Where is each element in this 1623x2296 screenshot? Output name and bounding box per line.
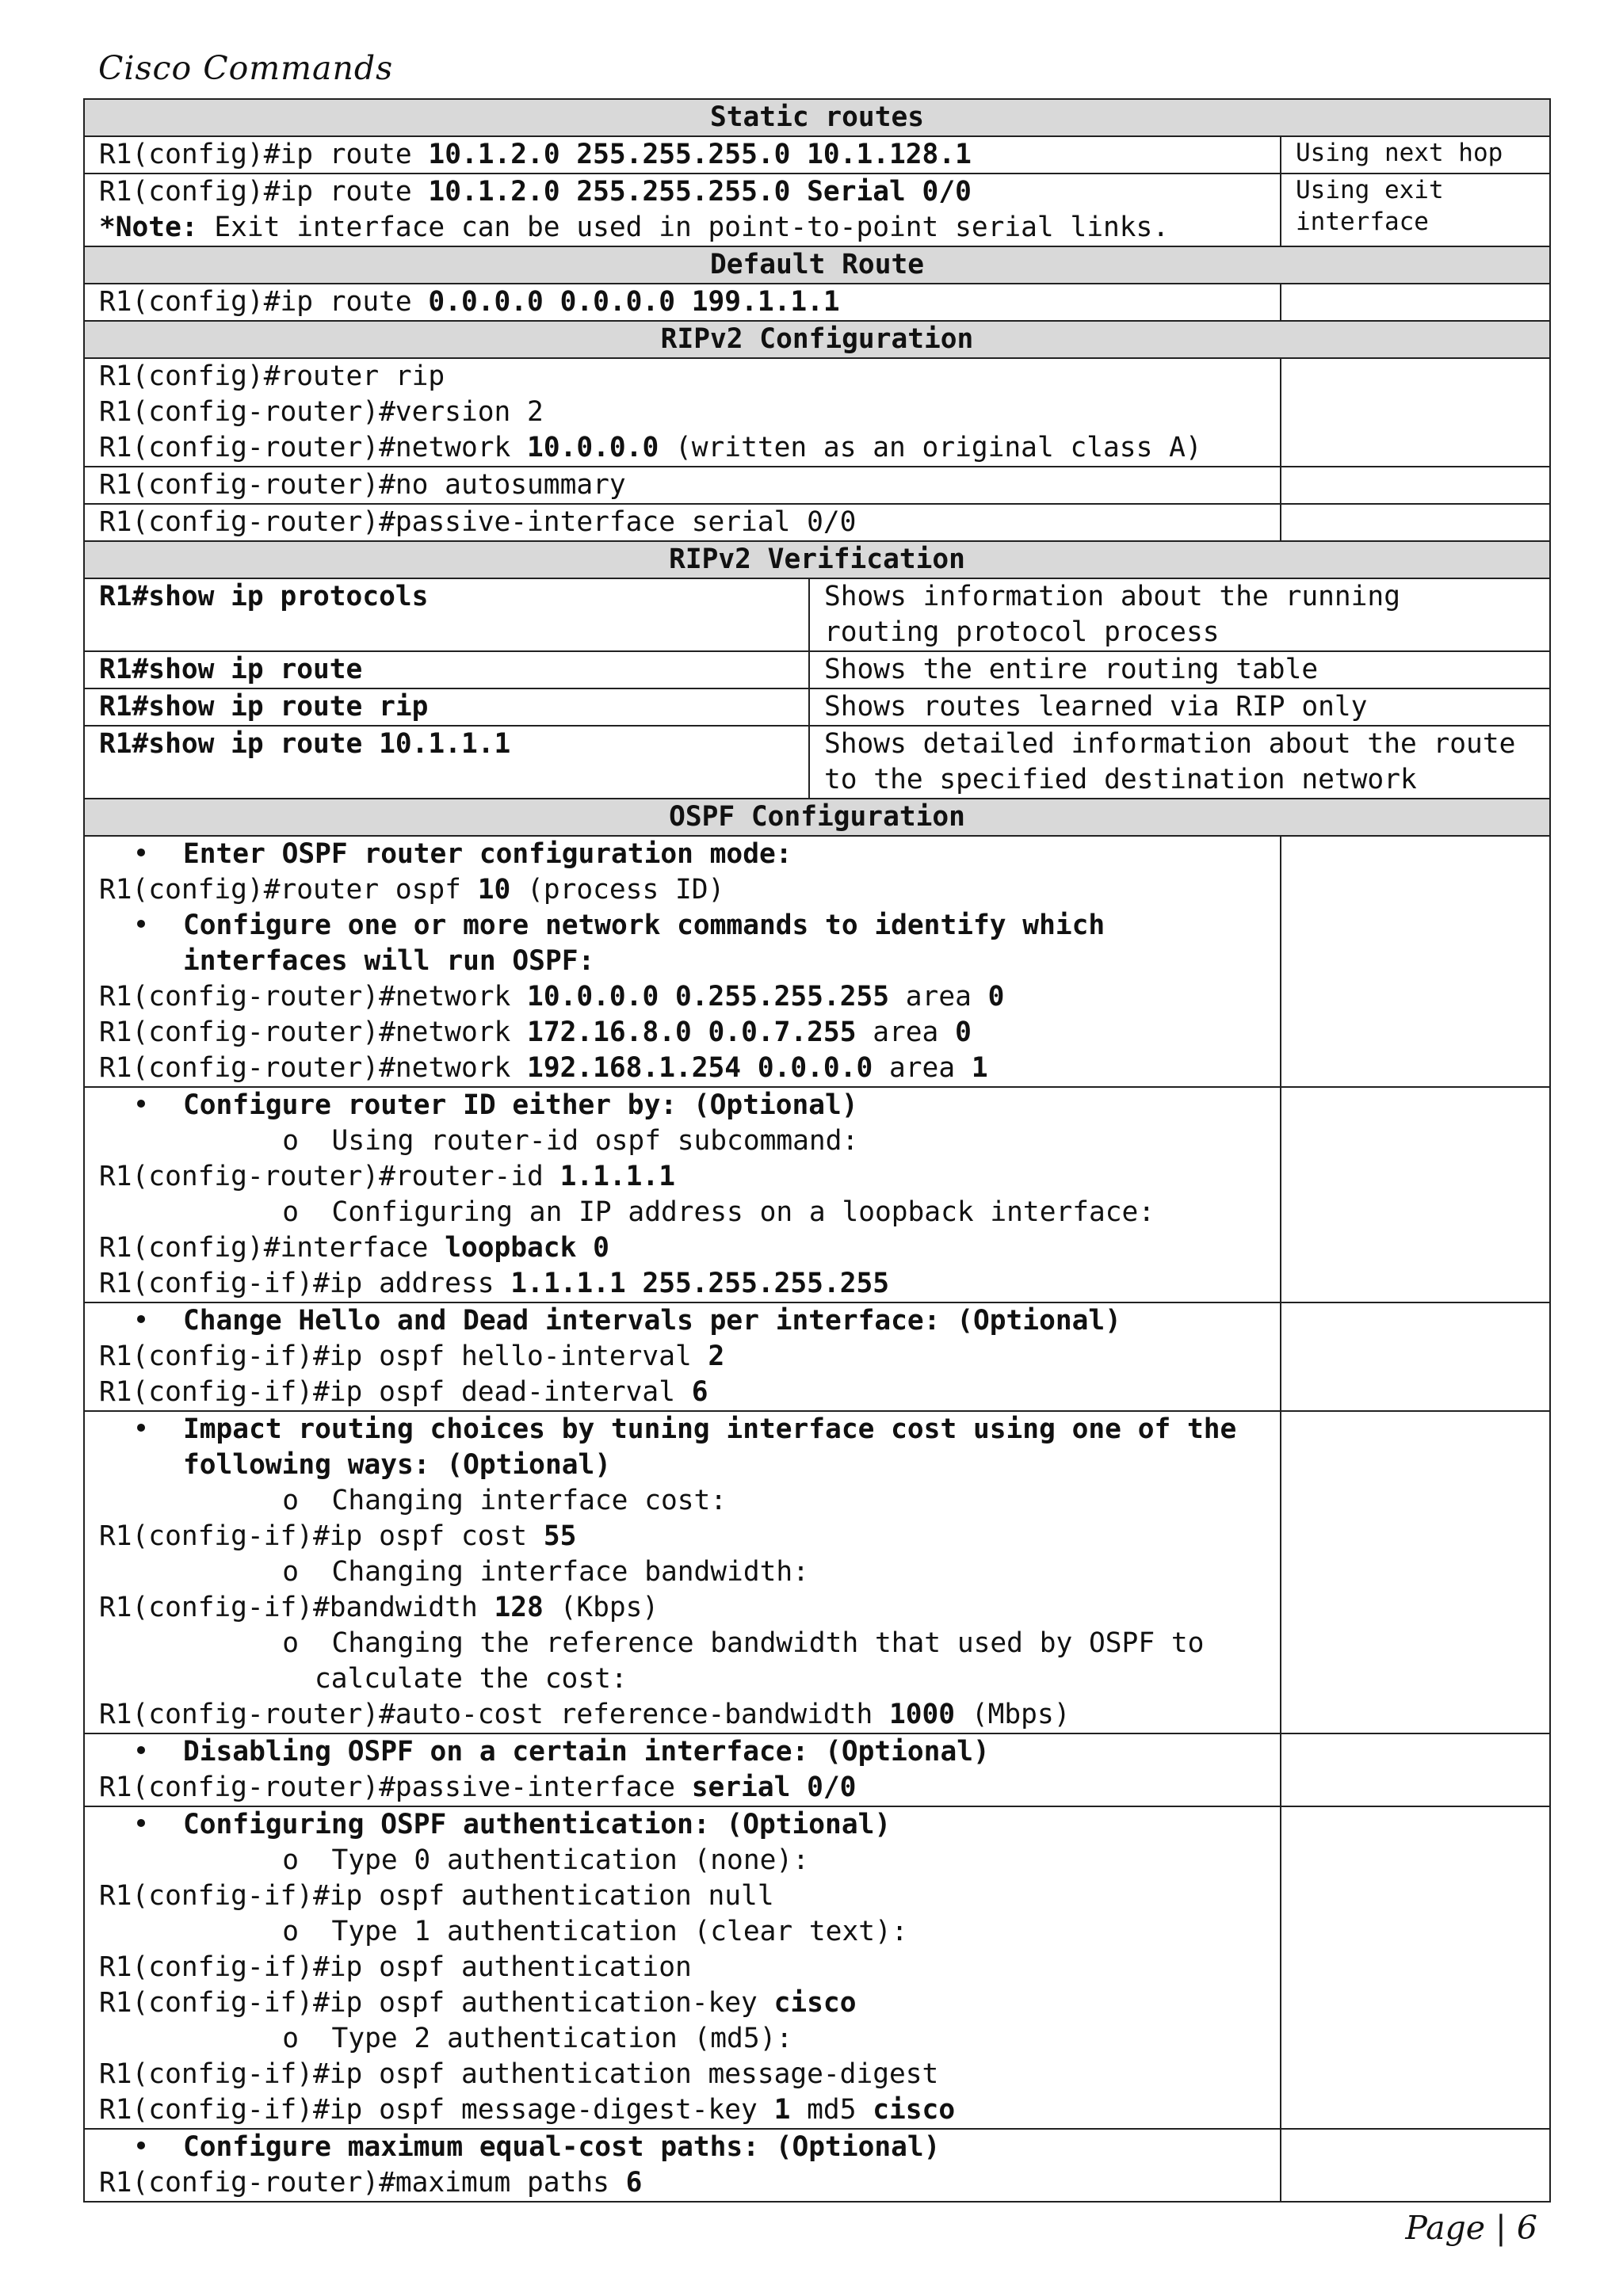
section-header-rip-verification [84, 541, 1550, 578]
section-header-default [84, 246, 1550, 284]
command-cell: R1(config)#ip route 0.0.0.0 0.0.0.0 199.1.1.1 [84, 284, 1281, 321]
table-row [84, 1411, 1550, 1733]
table-row [84, 578, 1550, 651]
page-title: Cisco Commands [98, 49, 394, 87]
command-cell: R1(config)#router rip R1(config-router)#version 2 R1(config-router)#network 10.0.0.0 (written as an original class A) [84, 358, 1281, 467]
empty-cell [1281, 1733, 1550, 1806]
command-cell: R1(config-router)#no autosummary [84, 467, 1281, 504]
empty-cell [1281, 504, 1550, 541]
command-cell: • Change Hello and Dead intervals per interface: (Optional) R1(config-if)#ip ospf hello-interval 2 R1(config-if)#ip ospf dead-interval 6 [84, 1302, 1281, 1411]
table-row [84, 2129, 1550, 2202]
bullet-icon: • [132, 1809, 150, 1840]
command-cell: R1(config)#ip route 10.1.2.0 255.255.255.0 10.1.128.1 [84, 136, 1281, 174]
command-cell: • Configuring OSPF authentication: (Optional) o Type 0 authentication (none): R1(config-if)#ip ospf authentication null o Type 1 authentication (clear text): R1(config-if)#ip ospf authentication R1(config-if)#ip ospf authentication-key cisco o Type 2 authentication (md5): R1(config-if)#ip ospf authentication message-digest R1(config-if)#ip ospf message-digest-key 1 md5 cisco [84, 1806, 1281, 2129]
table-row [84, 1806, 1550, 2129]
sub-bullet-icon: o [282, 1196, 299, 1228]
section-header-rip-config [84, 321, 1550, 358]
command-cell: R1(config-router)#passive-interface serial 0/0 [84, 504, 1281, 541]
bullet-icon: • [132, 838, 150, 870]
table-row [84, 836, 1550, 1087]
section-header-ospf-config [84, 799, 1550, 836]
table-row [84, 688, 1550, 726]
command-cell: R1#show ip route [84, 651, 809, 688]
bullet-icon: • [132, 1305, 150, 1337]
command-cell: • Configure router ID either by: (Optional) o Using router-id ospf subcommand: R1(config-router)#router-id 1.1.1.1 o Configuring an IP address on a loopback interface: R1(config)#interface loopback 0 R1(config-if)#ip address 1.1.1.1 255.255.255.255 [84, 1087, 1281, 1302]
bullet-icon: • [132, 2131, 150, 2163]
note-cell: Using next hop [1281, 136, 1550, 174]
table-row [84, 651, 1550, 688]
bullet-icon: • [132, 1089, 150, 1121]
note-cell: Using exit interface [1281, 174, 1550, 246]
sub-bullet-icon: o [282, 1844, 299, 1876]
table-row [84, 1733, 1550, 1806]
empty-cell [1281, 1806, 1550, 2129]
sub-bullet-icon: o [282, 2023, 299, 2054]
bullet-icon: • [132, 1736, 150, 1768]
sub-bullet-icon: o [282, 1556, 299, 1588]
sub-bullet-icon: o [282, 1916, 299, 1947]
description-cell: Shows routes learned via RIP only [809, 688, 1550, 726]
table-row [84, 467, 1550, 504]
command-cell: • Configure maximum equal-cost paths: (Optional) R1(config-router)#maximum paths 6 [84, 2129, 1281, 2202]
sub-bullet-icon: o [282, 1125, 299, 1157]
command-cell: R1#show ip route rip [84, 688, 809, 726]
table-row [84, 358, 1550, 467]
section-title: Static routes [84, 99, 1550, 136]
table-row [84, 504, 1550, 541]
empty-cell [1281, 836, 1550, 1087]
table-row [84, 284, 1550, 321]
section-title: Default Route [84, 246, 1550, 284]
command-cell: R1(config)#ip route 10.1.2.0 255.255.255.0 Serial 0/0 *Note: Exit interface can be used in point-to-point serial links. [84, 174, 1281, 246]
table-row [84, 136, 1550, 174]
description-cell: Shows information about the running routing protocol process [809, 578, 1550, 651]
empty-cell [1281, 284, 1550, 321]
bullet-icon: • [132, 910, 150, 941]
sub-bullet-icon: o [282, 1485, 299, 1516]
table-row [84, 174, 1550, 246]
empty-cell [1281, 1302, 1550, 1411]
command-cell: R1#show ip protocols [84, 578, 809, 651]
commands-table [83, 98, 1551, 2203]
bullet-icon: • [132, 1413, 150, 1445]
empty-cell [1281, 358, 1550, 467]
command-cell: R1#show ip route 10.1.1.1 [84, 726, 809, 799]
section-title: RIPv2 Configuration [84, 321, 1550, 358]
section-title: RIPv2 Verification [84, 541, 1550, 578]
command-cell: • Impact routing choices by tuning interface cost using one of the following ways: (Optional) o Changing interface cost: R1(config-if)#ip ospf cost 55 o Changing interface bandwidth: R1(config-if)#bandwidth 128 (Kbps) o Changing the reference bandwidth that used by OSPF to calculate the cost: R1(config-router)#auto-cost reference-bandwidth 1000 (Mbps) [84, 1411, 1281, 1733]
section-header-static [84, 99, 1550, 136]
page-number: Page | 6 [1405, 2209, 1537, 2247]
command-cell: • Enter OSPF router configuration mode: R1(config)#router ospf 10 (process ID) • Configure one or more network commands to identify which interfaces will run OSPF: R1(config-router)#network 10.0.0.0 0.255.255.255 area 0 R1(config-router)#network 172.16.8.0 0.0.7.255 area 0 R1(config-router)#network 192.168.1.254 0.0.0.0 area 1 [84, 836, 1281, 1087]
empty-cell [1281, 2129, 1550, 2202]
section-title: OSPF Configuration [84, 799, 1550, 836]
empty-cell [1281, 1411, 1550, 1733]
table-row [84, 1087, 1550, 1302]
sub-bullet-icon: o [282, 1627, 299, 1659]
command-cell: • Disabling OSPF on a certain interface: (Optional) R1(config-router)#passive-interface serial 0/0 [84, 1733, 1281, 1806]
table-row [84, 726, 1550, 799]
table-row [84, 1302, 1550, 1411]
empty-cell [1281, 467, 1550, 504]
description-cell: Shows detailed information about the route to the specified destination network [809, 726, 1550, 799]
description-cell: Shows the entire routing table [809, 651, 1550, 688]
empty-cell [1281, 1087, 1550, 1302]
